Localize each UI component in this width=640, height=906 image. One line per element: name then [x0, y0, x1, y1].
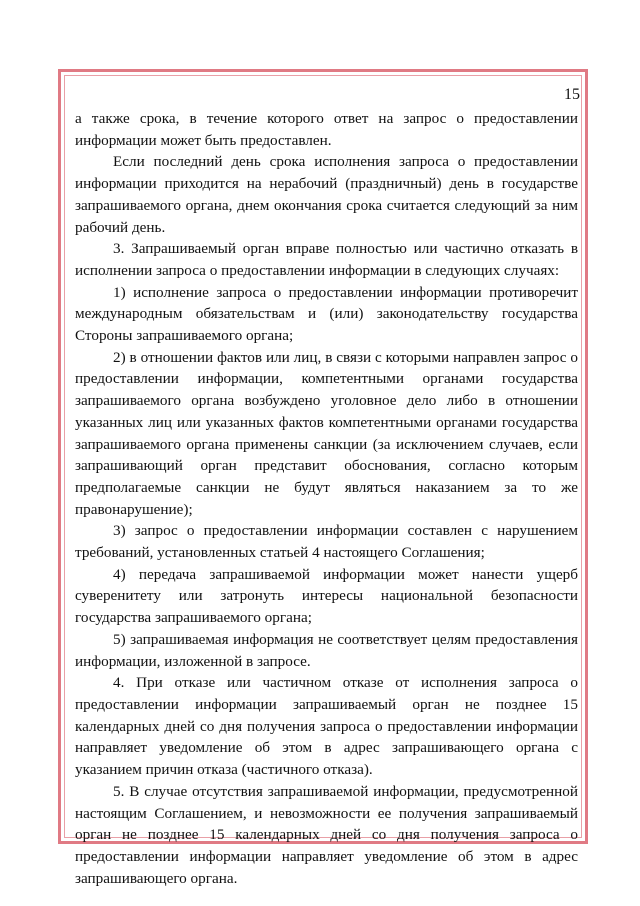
list-item: 4) передача запрашиваемой информации может нанести ущерб суверенитету или затронуть интересы национальной безопасности государства запрашиваемого органа;	[75, 565, 578, 627]
list-item: 1) исполнение запроса о предоставлении информации противоречит международным обязательствам и (или) законодательству государства Стороны запрашиваемого органа;	[75, 283, 578, 345]
paragraph: а также срока, в течение которого ответ на запрос о предоставлении информации может быть предоставлен.	[75, 110, 578, 149]
body-text	[75, 108, 578, 889]
list-item: 3) запрос о предоставлении информации составлен с нарушением требований, установленных статьей 4 настоящего Соглашения;	[75, 522, 578, 562]
paragraph: 4. При отказе или частичном отказе от исполнения запроса о предоставлении информации запрашиваемый орган не позднее 15 календарных дней со дня получения запроса о предоставлении информации направляет уведомление об этом в адрес запрашивающего органа с указанием причин отказа (частичного отказа).	[75, 674, 578, 779]
page-number: 15	[564, 86, 580, 103]
paragraph: Если последний день срока исполнения запроса о предоставлении информации приходится на нерабочий (праздничный) день в государстве запрашиваемого органа, днем окончания срока считается следующий за ним рабочий день.	[75, 153, 578, 236]
list-item: 5) запрашиваемая информация не соответствует целям предоставления информации, изложенной в запросе.	[75, 630, 578, 670]
list-item: 2) в отношении фактов или лиц, в связи с которыми направлен запрос о предоставлении информации, компетентными органами государства запрашиваемого органа возбуждено уголовное дело либо в отношении указанных лиц или указанных фактов компетентными органами государства запрашиваемого органа применены санкции (за исключением случаев, если запрашивающий орган представит обоснования, согласно которым предполагаемые санкции не будут являться наказанием за то же правонарушение);	[75, 348, 578, 518]
paragraph: 5. В случае отсутствия запрашиваемой информации, предусмотренной настоящим Соглашением, и невозможности ее получения запрашиваемый орган не позднее 15 календарных дней со дня получения запроса о предоставлении информации направляет уведомление об этом в адрес запрашивающего органа.	[75, 782, 578, 887]
paragraph: 3. Запрашиваемый орган вправе полностью или частично отказать в исполнении запроса о предоставлении информации в следующих случаях:	[75, 240, 578, 279]
